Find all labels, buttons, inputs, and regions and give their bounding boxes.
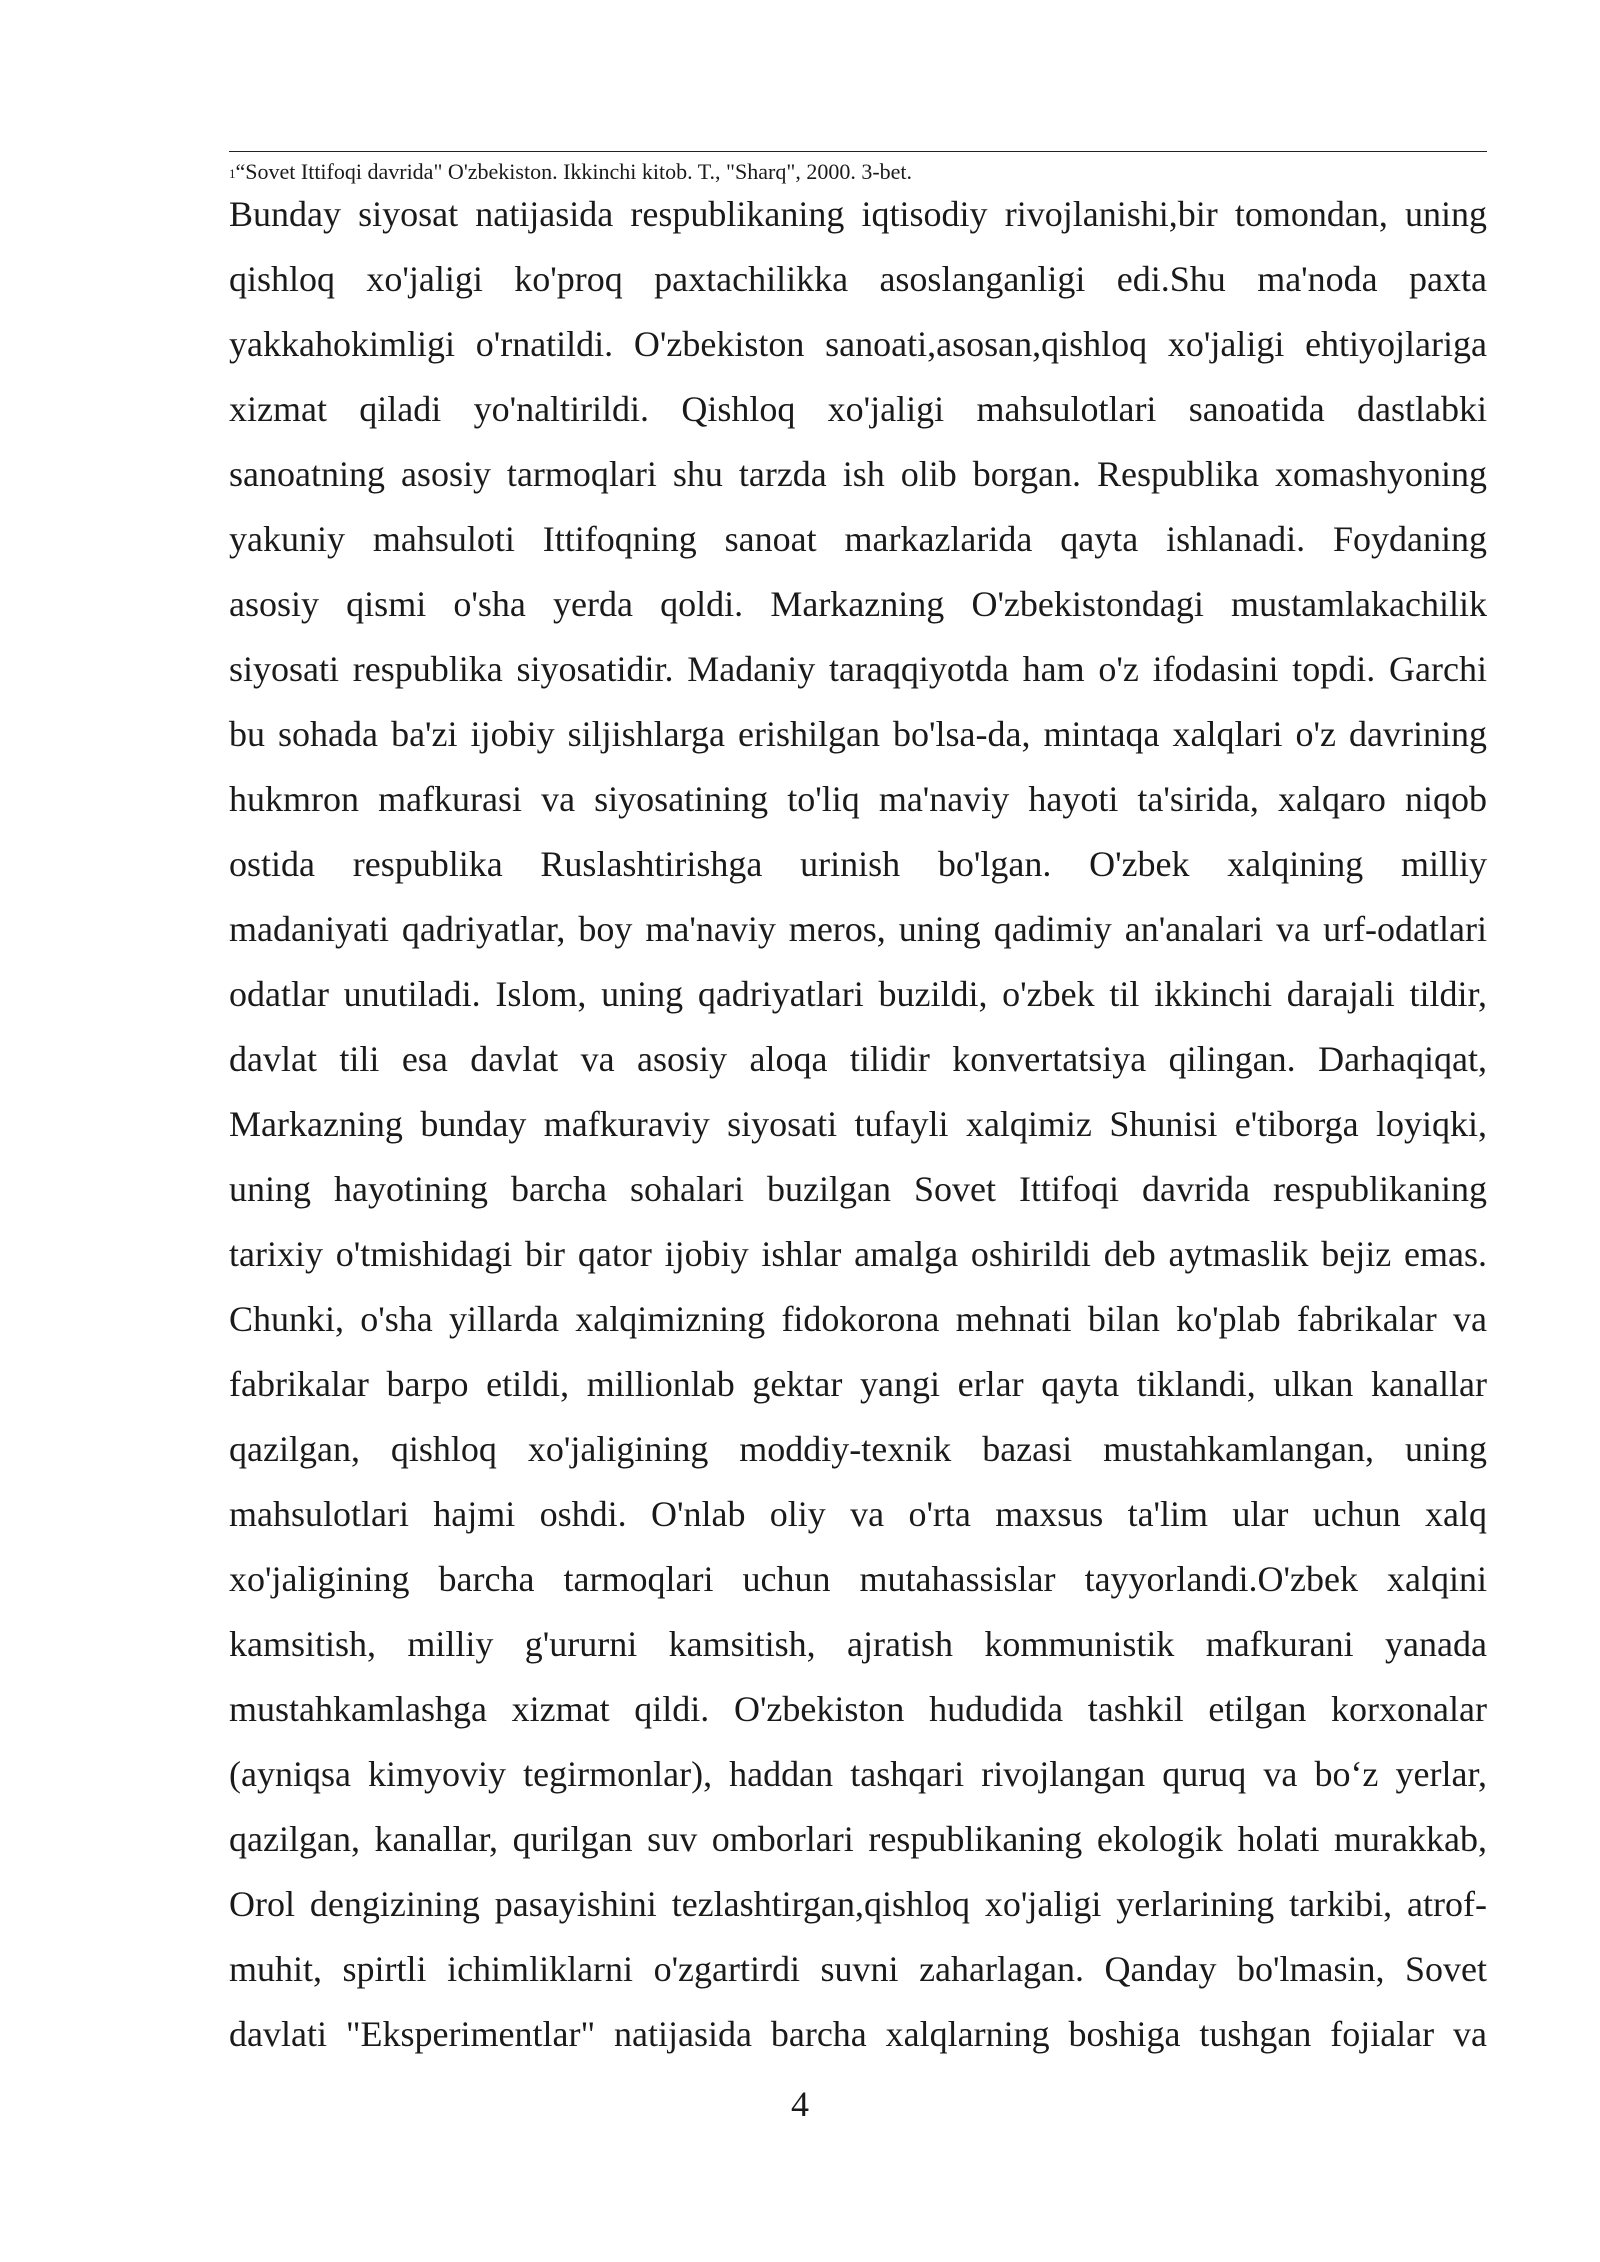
footnote-text: “Sovet Ittifoqi davrida" O'zbekiston. Ikkinchi kitob. T., "Sharq", 2000. 3-bet. [235,159,913,184]
body-line: siyosati respublika siyosatidir. Madaniy taraqqiyotda ham o'z ifodasini topdi. Garchi [229,649,1487,689]
body-line: ostida respublika Ruslashtirishga urinish bo'lgan. O'zbek xalqining milliy [229,844,1487,884]
body-line: madaniyati qadriyatlar, boy ma'naviy meros, uning qadimiy an'analari va urf-odatlari [229,909,1487,949]
body-line: davlat tili esa davlat va asosiy aloqa tilidir konvertatsiya qilingan. Darhaqiqat, [229,1039,1487,1079]
footnote-separator [229,151,1487,152]
body-line: uning hayotining barcha sohalari buzilgan Sovet Ittifoqi davrida respublikaning [229,1169,1487,1209]
body-line: qazilgan, qishloq xo'jaligining moddiy-texnik bazasi mustahkamlangan, uning [229,1429,1487,1469]
body-line: muhit, spirtli ichimliklarni o'zgartirdi suvni zaharlagan. Qanday bo'lmasin, Sovet [229,1949,1487,1989]
body-line: asosiy qismi o'sha yerda qoldi. Markazning O'zbekistondagi mustamlakachilik [229,584,1487,624]
body-line: xizmat qiladi yo'naltirildi. Qishloq xo'jaligi mahsulotlari sanoatida dastlabki [229,389,1487,429]
body-line: xo'jaligining barcha tarmoqlari uchun mutahassislar tayyorlandi.O'zbek xalqini [229,1559,1487,1599]
body-line: hukmron mafkurasi va siyosatining to'liq ma'naviy hayoti ta'sirida, xalqaro niqob [229,779,1487,819]
body-line: mahsulotlari hajmi oshdi. O'nlab oliy va o'rta maxsus ta'lim ular uchun xalq [229,1494,1487,1534]
body-line: mustahkamlashga xizmat qildi. O'zbekiston hududida tashkil etilgan korxonalar [229,1689,1487,1729]
body-line: kamsitish, milliy g'ururni kamsitish, ajratish kommunistik mafkurani yanada [229,1624,1487,1664]
body-line: odatlar unutiladi. Islom, uning qadriyatlari buzildi, o'zbek til ikkinchi darajali tildir, [229,974,1487,1014]
body-line: bu sohada ba'zi ijobiy siljishlarga erishilgan bo'lsa-da, mintaqa xalqlari o'z davrining [229,714,1487,754]
body-line: qazilgan, kanallar, qurilgan suv omborlari respublikaning ekologik holati murakkab, [229,1819,1487,1859]
body-line: qishloq xo'jaligi ko'proq paxtachilikka asoslanganligi edi.Shu ma'noda paxta [229,259,1487,299]
body-line: Chunki, o'sha yillarda xalqimizning fidokorona mehnati bilan ko'plab fabrikalar va [229,1299,1487,1339]
page-number: 4 [791,2084,809,2124]
body-line: (ayniqsa kimyoviy tegirmonlar), haddan tashqari rivojlangan quruq va bo‘z yerlar, [229,1754,1487,1794]
body-paragraph [229,182,1487,2067]
body-line: davlati "Eksperimentlar" natijasida barcha xalqlarning boshiga tushgan fojialar va [229,2014,1487,2054]
body-line: Markazning bunday mafkuraviy siyosati tufayli xalqimiz Shunisi e'tiborga loyiqki, [229,1104,1487,1144]
body-line: Orol dengizining pasayishini tezlashtirgan,qishloq xo'jaligi yerlarining tarkibi, atrof- [229,1884,1487,1924]
body-line: fabrikalar barpo etildi, millionlab gektar yangi erlar qayta tiklandi, ulkan kanallar [229,1364,1487,1404]
body-line: yakuniy mahsuloti Ittifoqning sanoat markazlarida qayta ishlanadi. Foydaning [229,519,1487,559]
body-line: tarixiy o'tmishidagi bir qator ijobiy ishlar amalga oshirildi deb aytmaslik bejiz emas. [229,1234,1487,1274]
body-line: sanoatning asosiy tarmoqlari shu tarzda ish olib borgan. Respublika xomashyoning [229,454,1487,494]
body-line: Bunday siyosat natijasida respublikaning iqtisodiy rivojlanishi,bir tomondan, uning [229,194,1487,234]
footnote-marker: 1 [229,166,236,181]
body-line: yakkahokimligi o'rnatildi. O'zbekiston sanoati,asosan,qishloq xo'jaligi ehtiyojlariga [229,324,1487,364]
